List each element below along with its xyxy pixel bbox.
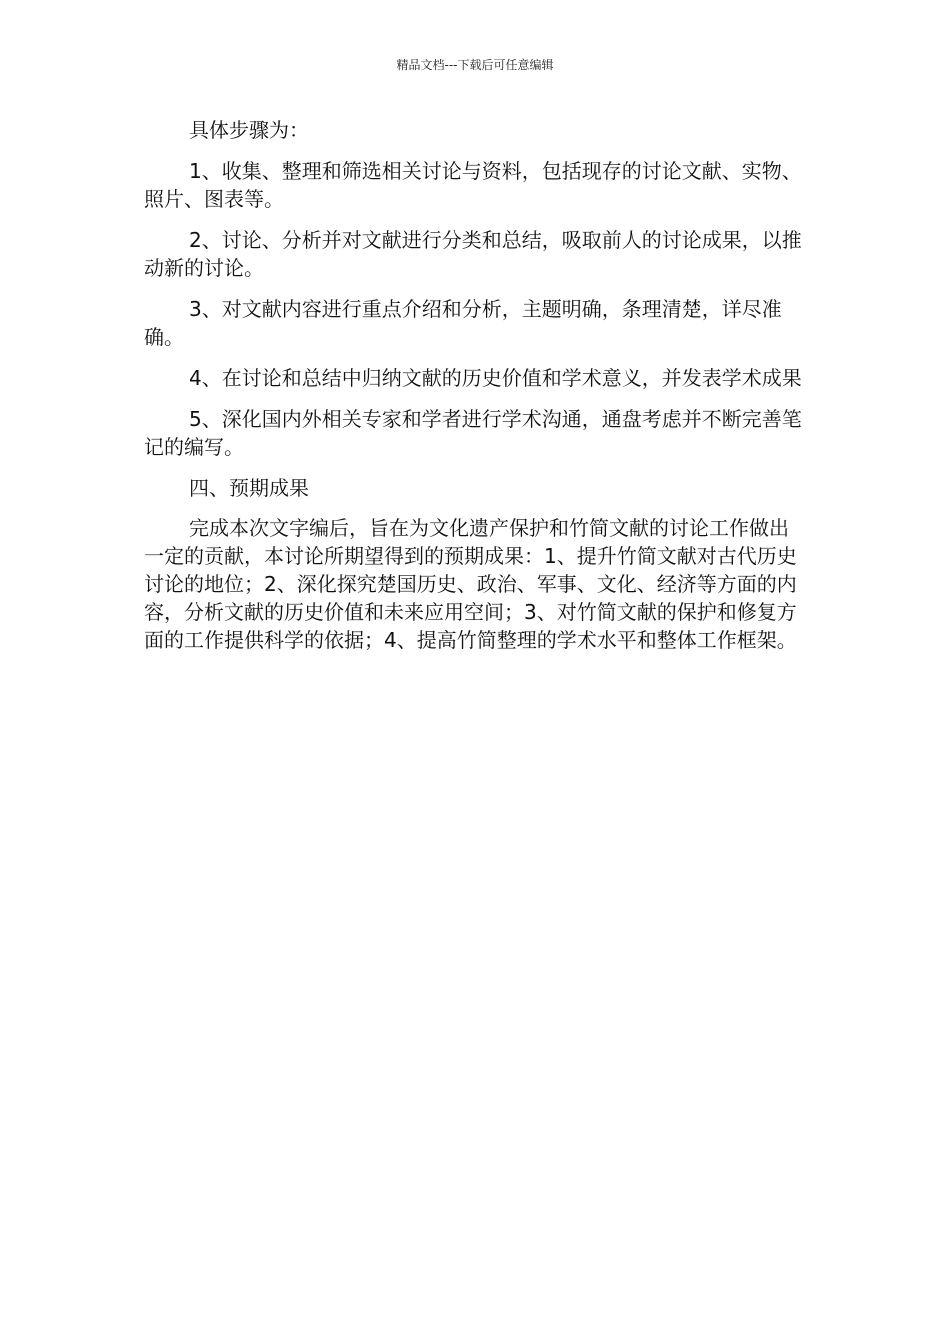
- step-3: 3、对文献内容进行重点介绍和分析，主题明确，条理清楚，详尽准确。: [144, 297, 782, 349]
- step-2: 2、讨论、分析并对文献进行分类和总结，吸取前人的讨论成果，以推动新的讨论。: [144, 228, 802, 280]
- document-body: [144, 116, 808, 667]
- step-5: 5、深化国内外相关专家和学者进行学术沟通，通盘考虑并不断完善笔记的编写。: [144, 407, 802, 459]
- steps-intro: 具体步骤为：: [189, 118, 309, 142]
- page-header: 精品文档---下载后可任意编辑: [396, 58, 554, 72]
- expected-results-paragraph: 完成本次文字编后，旨在为文化遗产保护和竹简文献的讨论工作做出一定的贡献，本讨论所期望得到的预期成果：1、提升竹简文献对古代历史讨论的地位；2、深化探究楚国历史、政治、军事、文化、经济等方面的内容，分析文献的历史价值和未来应用空间；3、对竹简文献的保护和修复方面的工作提供科学的依据；4、提高竹简整理的学术水平和整体工作框架。: [144, 516, 797, 652]
- section-heading-expected-results: 四、预期成果: [189, 476, 309, 500]
- step-4: 4、在讨论和总结中归纳文献的历史价值和学术意义，并发表学术成果: [189, 366, 802, 390]
- step-1: 1、收集、整理和筛选相关讨论与资料，包括现存的讨论文献、实物、照片、图表等。: [144, 159, 802, 211]
